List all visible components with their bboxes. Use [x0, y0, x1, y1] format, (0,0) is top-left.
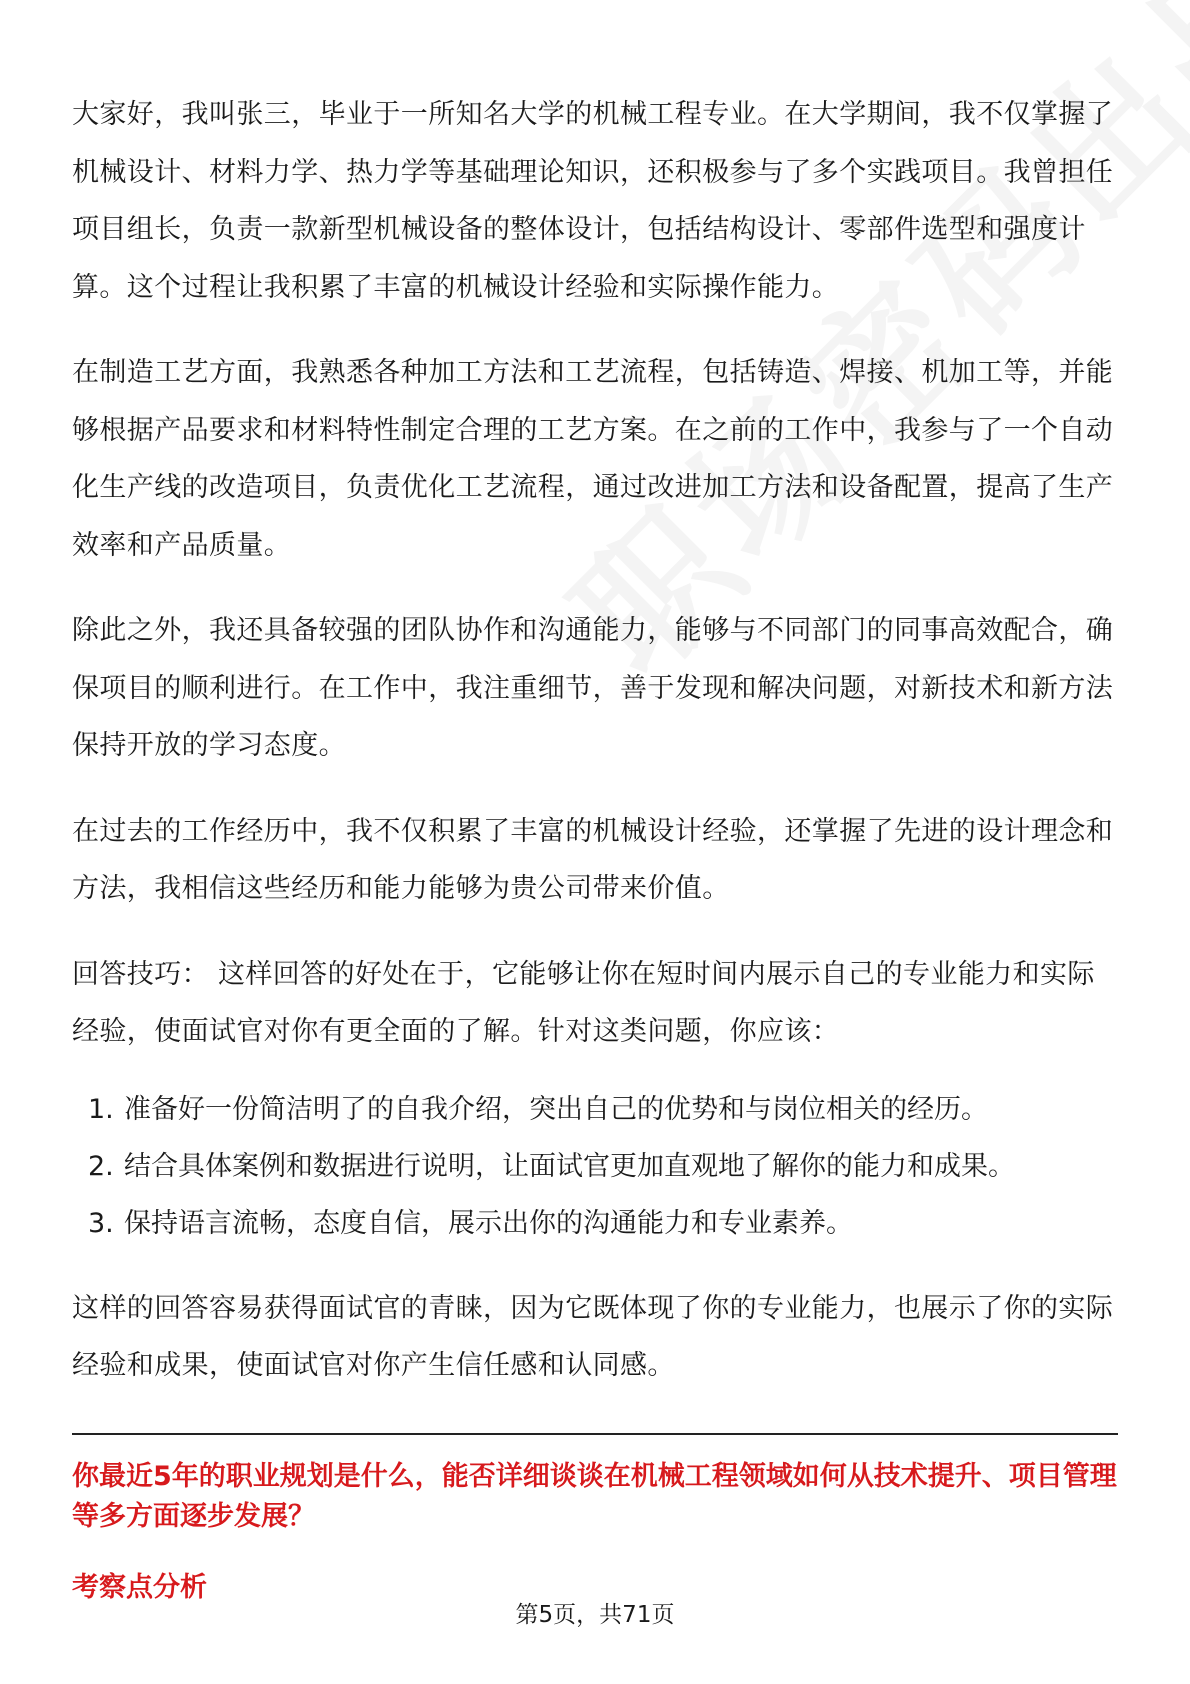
list-item-number: 2. — [88, 1150, 114, 1182]
list-item-text: 保持语言流畅，态度自信，展示出你的沟通能力和专业素养。 — [124, 1207, 853, 1239]
paragraph-intro: 大家好，我叫张三，毕业于一所知名大学的机械工程专业。在大学期间，我不仅掌握了机械设计、材料力学、热力学等基础理论知识，还积极参与了多个实践项目。我曾担任项目组长，负责一款新型机械设备的整体设计，包括结构设计、零部件选型和强度计算。这个过程让我积累了丰富的机械设计经验和实际操作能力。 — [72, 99, 1114, 303]
paragraph-manufacturing: 在制造工艺方面，我熟悉各种加工方法和工艺流程，包括铸造、焊接、机加工等，并能够根据产品要求和材料特性制定合理的工艺方案。在之前的工作中，我参与了一个自动化生产线的改造项目，负责优化工艺流程，通过改进加工方法和设备配置，提高了生产效率和产品质量。 — [72, 357, 1114, 561]
list-item-number: 3. — [88, 1207, 114, 1239]
tips-list — [72, 1081, 1118, 1252]
section-divider — [72, 1433, 1118, 1435]
paragraph-conclusion: 这样的回答容易获得面试官的青睐，因为它既体现了你的专业能力，也展示了你的实际经验和成果，使面试官对你产生信任感和认同感。 — [72, 1292, 1114, 1381]
list-item-text: 准备好一份简洁明了的自我介绍，突出自己的优势和与岗位相关的经历。 — [124, 1093, 988, 1125]
content-area — [72, 86, 1118, 1604]
list-item-number: 1. — [88, 1093, 114, 1125]
list-item — [72, 1195, 1118, 1252]
list-item — [72, 1081, 1118, 1138]
list-item-text: 结合具体案例和数据进行说明，让面试官更加直观地了解你的能力和成果。 — [124, 1150, 1015, 1182]
paragraph-teamwork: 除此之外，我还具备较强的团队协作和沟通能力，能够与不同部门的同事高效配合，确保项目的顺利进行。在工作中，我注重细节，善于发现和解决问题，对新技术和新方法保持开放的学习态度。 — [72, 615, 1114, 761]
paragraph-experience: 在过去的工作经历中，我不仅积累了丰富的机械设计经验，还掌握了先进的设计理念和方法，我相信这些经历和能力能够为贵公司带来价值。 — [72, 815, 1114, 904]
page-footer: 第5页，共71页 — [515, 1602, 675, 1628]
list-item — [72, 1138, 1118, 1195]
next-question: 你最近5年的职业规划是什么，能否详细谈谈在机械工程领域如何从技术提升、项目管理等多方面逐步发展？ — [72, 1460, 1117, 1532]
section-heading: 考察点分析 — [72, 1571, 207, 1603]
tips-intro: 回答技巧： 这样回答的好处在于，它能够让你在短时间内展示自己的专业能力和实际经验，使面试官对你有更全面的了解。针对这类问题，你应该： — [72, 958, 1095, 1047]
